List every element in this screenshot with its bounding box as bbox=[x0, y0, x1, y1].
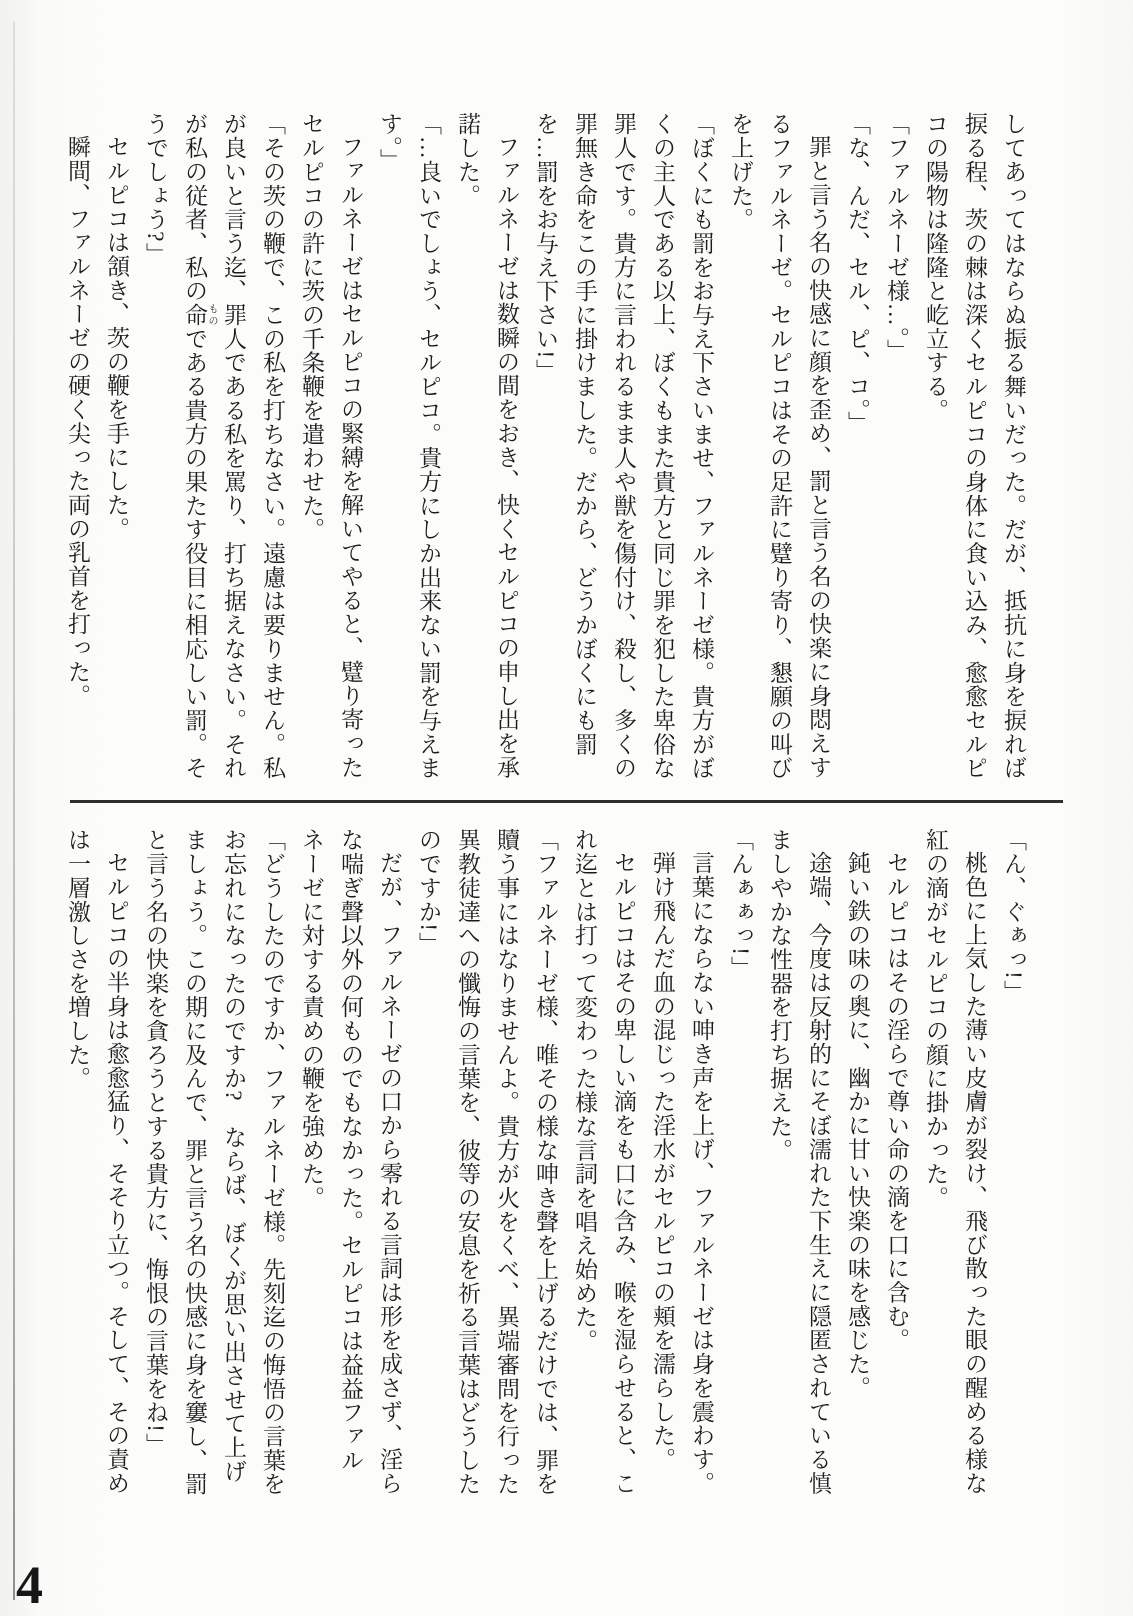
paragraph: セルピコの半身は愈愈猛り、そそり立つ。そして、その責めは一層激しさを増した。 bbox=[65, 828, 129, 1495]
paragraph: 「ファルネーゼ様、唯その様な呻き聲を上げるだけでは、罪を贖う事にはなりませんよ。貴方が火をくべ、異端審問を行った異教徒達への懺悔の言葉を、彼等の安息を祈る言葉はどうしたのですか!」 bbox=[416, 828, 558, 1496]
paragraph: 「ぼくにも罰をお与え下さいませ、ファルネーゼ様。貴方がぼくの主人である以上、ぼくもまた貴方と同じ罪を犯した卑俗な罪人です。貴方に言われるまま人や獣を傷付け、殺し、多くの罪無き命をこの手に掛けました。だから、どうかぼくにも罰を…罰をお与え下さい!」 bbox=[533, 112, 714, 780]
page-edge-scan-line bbox=[13, 22, 15, 1600]
paragraph: 「ん、ぐぁっ!」 bbox=[1001, 828, 1026, 1004]
paragraph: 言葉にならない呻き声を上げ、ファルネーゼは身を震わす。 bbox=[689, 851, 714, 1495]
paragraph: 「んぁぁっ!」 bbox=[728, 828, 753, 980]
paragraph: セルピコはその卑しい滴をも口に含み、喉を湿らせると、これ迄とは打って変わった様な言詞を唱え始めた。 bbox=[572, 828, 636, 1495]
paragraph: だが、ファルネーゼの口から零れる言詞は形を成さず、淫らな喘ぎ聲以外の何ものでもなかった。セルピコは益益ファルネーゼに対する責めの鞭を強めた。 bbox=[299, 828, 402, 1495]
paragraph: 桃色に上気した薄い皮膚が裂け、飛び散った眼の醒める様な紅の滴がセルピコの顔に掛かった。 bbox=[923, 828, 987, 1495]
paragraph: してあってはならぬ振る舞いだった。だが、抵抗に身を捩れば捩る程、茨の棘は深くセルピコの身体に食い込み、愈愈セルピコの陽物は隆隆と屹立する。 bbox=[923, 112, 1026, 780]
paragraph: セルピコはその淫らで尊い命の滴を口に含む。 bbox=[884, 851, 909, 1352]
page-number: 4 bbox=[16, 1555, 43, 1615]
paragraph: セルピコは頷き、茨の鞭を手にした。 bbox=[104, 135, 129, 541]
paragraph: 弾け飛んだ血の混じった淫水がセルピコの頬を濡らした。 bbox=[650, 851, 675, 1472]
ruby-annotated-word: 命 もの bbox=[182, 302, 217, 327]
paragraph: 「な、んだ、セル、ピ、コ。」 bbox=[845, 112, 870, 435]
paragraph: 鈍い鉄の味の奥に、幽かに甘い快楽の味を感じた。 bbox=[845, 851, 870, 1400]
paragraph: 「…良いでしょう、セルピコ。貴方にしか出来ない罰を与えます。」 bbox=[377, 112, 441, 780]
paragraph: 罪と言う名の快感に顔を歪め、罰と言う名の快楽に身悶えするファルネーゼ。セルピコはその足許に躄り寄り、懇願の叫びを上げた。 bbox=[728, 112, 831, 780]
paragraph: 途端、今度は反射的にそぼ濡れた下生えに隠匿されている慎ましやかな性器を打ち据えた。 bbox=[767, 828, 831, 1495]
section-divider-rule bbox=[70, 800, 1063, 803]
paragraph: 「その茨の鞭で、この私を打ちなさい。遠慮は要りません。私が良いと言う迄、罪人である私を罵り、打ち据えなさい。それが私の従者、私の命 ものである貴方の果たす役目に相応しい罰。そうでしょう?」 bbox=[143, 112, 285, 780]
paragraph: 瞬間、ファルネーゼの硬く尖った両の乳首を打った。 bbox=[65, 135, 90, 708]
paragraph: ファルネーゼはセルピコの緊縛を解いてやると、躄り寄ったセルピコの許に茨の千条鞭を遣わせた。 bbox=[299, 112, 363, 779]
paragraph: 「ファルネーゼ様…。」 bbox=[884, 112, 909, 363]
text-block-bottom bbox=[56, 828, 1033, 1496]
text-block-top bbox=[56, 112, 1033, 780]
paragraph: 「どうしたのですか、ファルネーゼ様。先刻迄の悔悟の言葉をお忘れになったのですか? ならば、ぼくが思い出させて上げましょう。この期に及んで、罪と言う名の快感に身を窶し、罰と言う名の快楽を貪ろうとする貴方に、悔恨の言葉をね!」 bbox=[143, 828, 285, 1496]
paragraph: ファルネーゼは数瞬の間をおき、快くセルピコの申し出を承諾した。 bbox=[455, 112, 519, 779]
